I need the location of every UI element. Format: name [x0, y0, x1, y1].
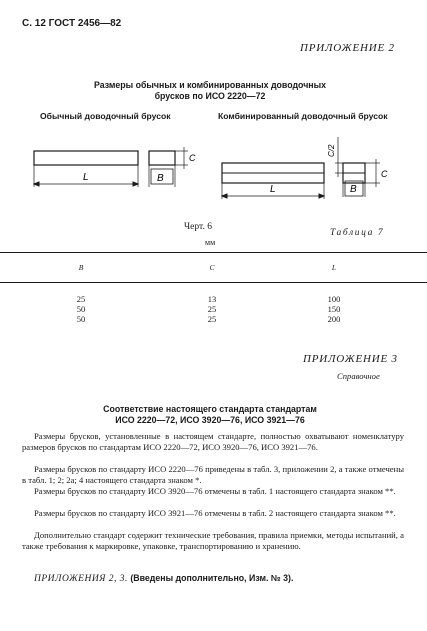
appendix-3-title-line-1: Соответствие настоящего стандарта стандартам: [103, 404, 317, 414]
table-cell-l: 200: [327, 314, 341, 324]
table-top-rule: [0, 252, 427, 253]
combined-half-height-label: C/2: [327, 144, 336, 157]
appendix-2-title: [60, 80, 360, 102]
appendix-3-sublabel: Справочное: [337, 371, 380, 381]
amendment-note: [34, 573, 293, 584]
table-header-c: C: [209, 263, 215, 272]
caption-plain-hone: Обычный доводочный брусок: [40, 111, 171, 121]
appendix-3-title: [60, 404, 360, 426]
table-cell-c: 13: [207, 294, 217, 304]
table-7-title: Таблица 7: [330, 228, 385, 238]
amendment-text: (Введены дополнительно, Изм. № 3).: [130, 573, 294, 583]
appendix-2-title-line-2: брусков по ИСО 2220—72: [154, 91, 266, 101]
table-cell-l: 100: [327, 294, 341, 304]
combined-length-label: L: [270, 184, 276, 195]
combined-width-label: B: [350, 184, 357, 195]
table-cell-b: 50: [76, 304, 86, 314]
appendix-3-label: ПРИЛОЖЕНИЕ 3: [303, 353, 398, 365]
paragraph-additional-requirements: Дополнительно стандарт содержит технические требования, правила приемки, методы испытаний, а также требования к маркировке, упаковке, транспортированию и хранению.: [22, 530, 404, 551]
plain-length-label: L: [83, 172, 89, 183]
paragraph-iso-3921: Размеры брусков по стандарту ИСО 3921—76 отмечены в табл. 2 настоящего стандарта знаком **.: [34, 508, 396, 518]
plain-height-label: C: [189, 153, 196, 163]
paragraph-iso-2220: Размеры брусков по стандарту ИСО 2220—76 приведены в табл. 3, приложении 2, а также отмечены в табл. 1; 2; 2а; 4 настоящего стандарта знаком *.: [22, 464, 404, 485]
appendix-2-label: ПРИЛОЖЕНИЕ 2: [300, 42, 395, 54]
page-reference: С. 12 ГОСТ 2456—82: [22, 18, 122, 29]
table-cell-b: 50: [76, 314, 86, 324]
plain-hone-end-view: [149, 147, 188, 187]
combined-height-label: C: [381, 169, 388, 179]
appendix-2-title-line-1: Размеры обычных и комбинированных доводочных: [93, 80, 327, 90]
combined-hone-end-view: [335, 137, 380, 197]
table-cell-c: 25: [207, 314, 217, 324]
figure-6-caption: Черт. 6: [184, 222, 212, 232]
table-header-rule: [0, 282, 427, 283]
table-cell-c: 25: [207, 304, 217, 314]
paragraph-iso-3920: Размеры брусков по стандарту ИСО 3920—76 отмечены в табл. 1 настоящего стандарта знаком **.: [34, 486, 396, 496]
table-header-b: B: [78, 263, 84, 272]
paragraph-coverage: Размеры брусков, установленные в настоящем стандарте, полностью охватывают номенклатуру размеров брусков по стандартам ИСО 2220—72, ИСО 3920—76, ИСО 3921—76.: [22, 431, 404, 452]
table-cell-b: 25: [76, 294, 86, 304]
appendix-3-title-line-2: ИСО 2220—72, ИСО 3920—76, ИСО 3921—76: [115, 415, 305, 425]
table-7-units: мм: [205, 238, 216, 247]
figure-6-drawing: [0, 125, 427, 205]
amendment-appendices: ПРИЛОЖЕНИЯ 2, 3.: [34, 574, 128, 584]
caption-combined-hone: Комбинированный доводочный брусок: [218, 111, 388, 121]
table-header-l: L: [331, 263, 337, 272]
table-cell-l: 150: [327, 304, 341, 314]
plain-width-label: B: [157, 173, 164, 184]
